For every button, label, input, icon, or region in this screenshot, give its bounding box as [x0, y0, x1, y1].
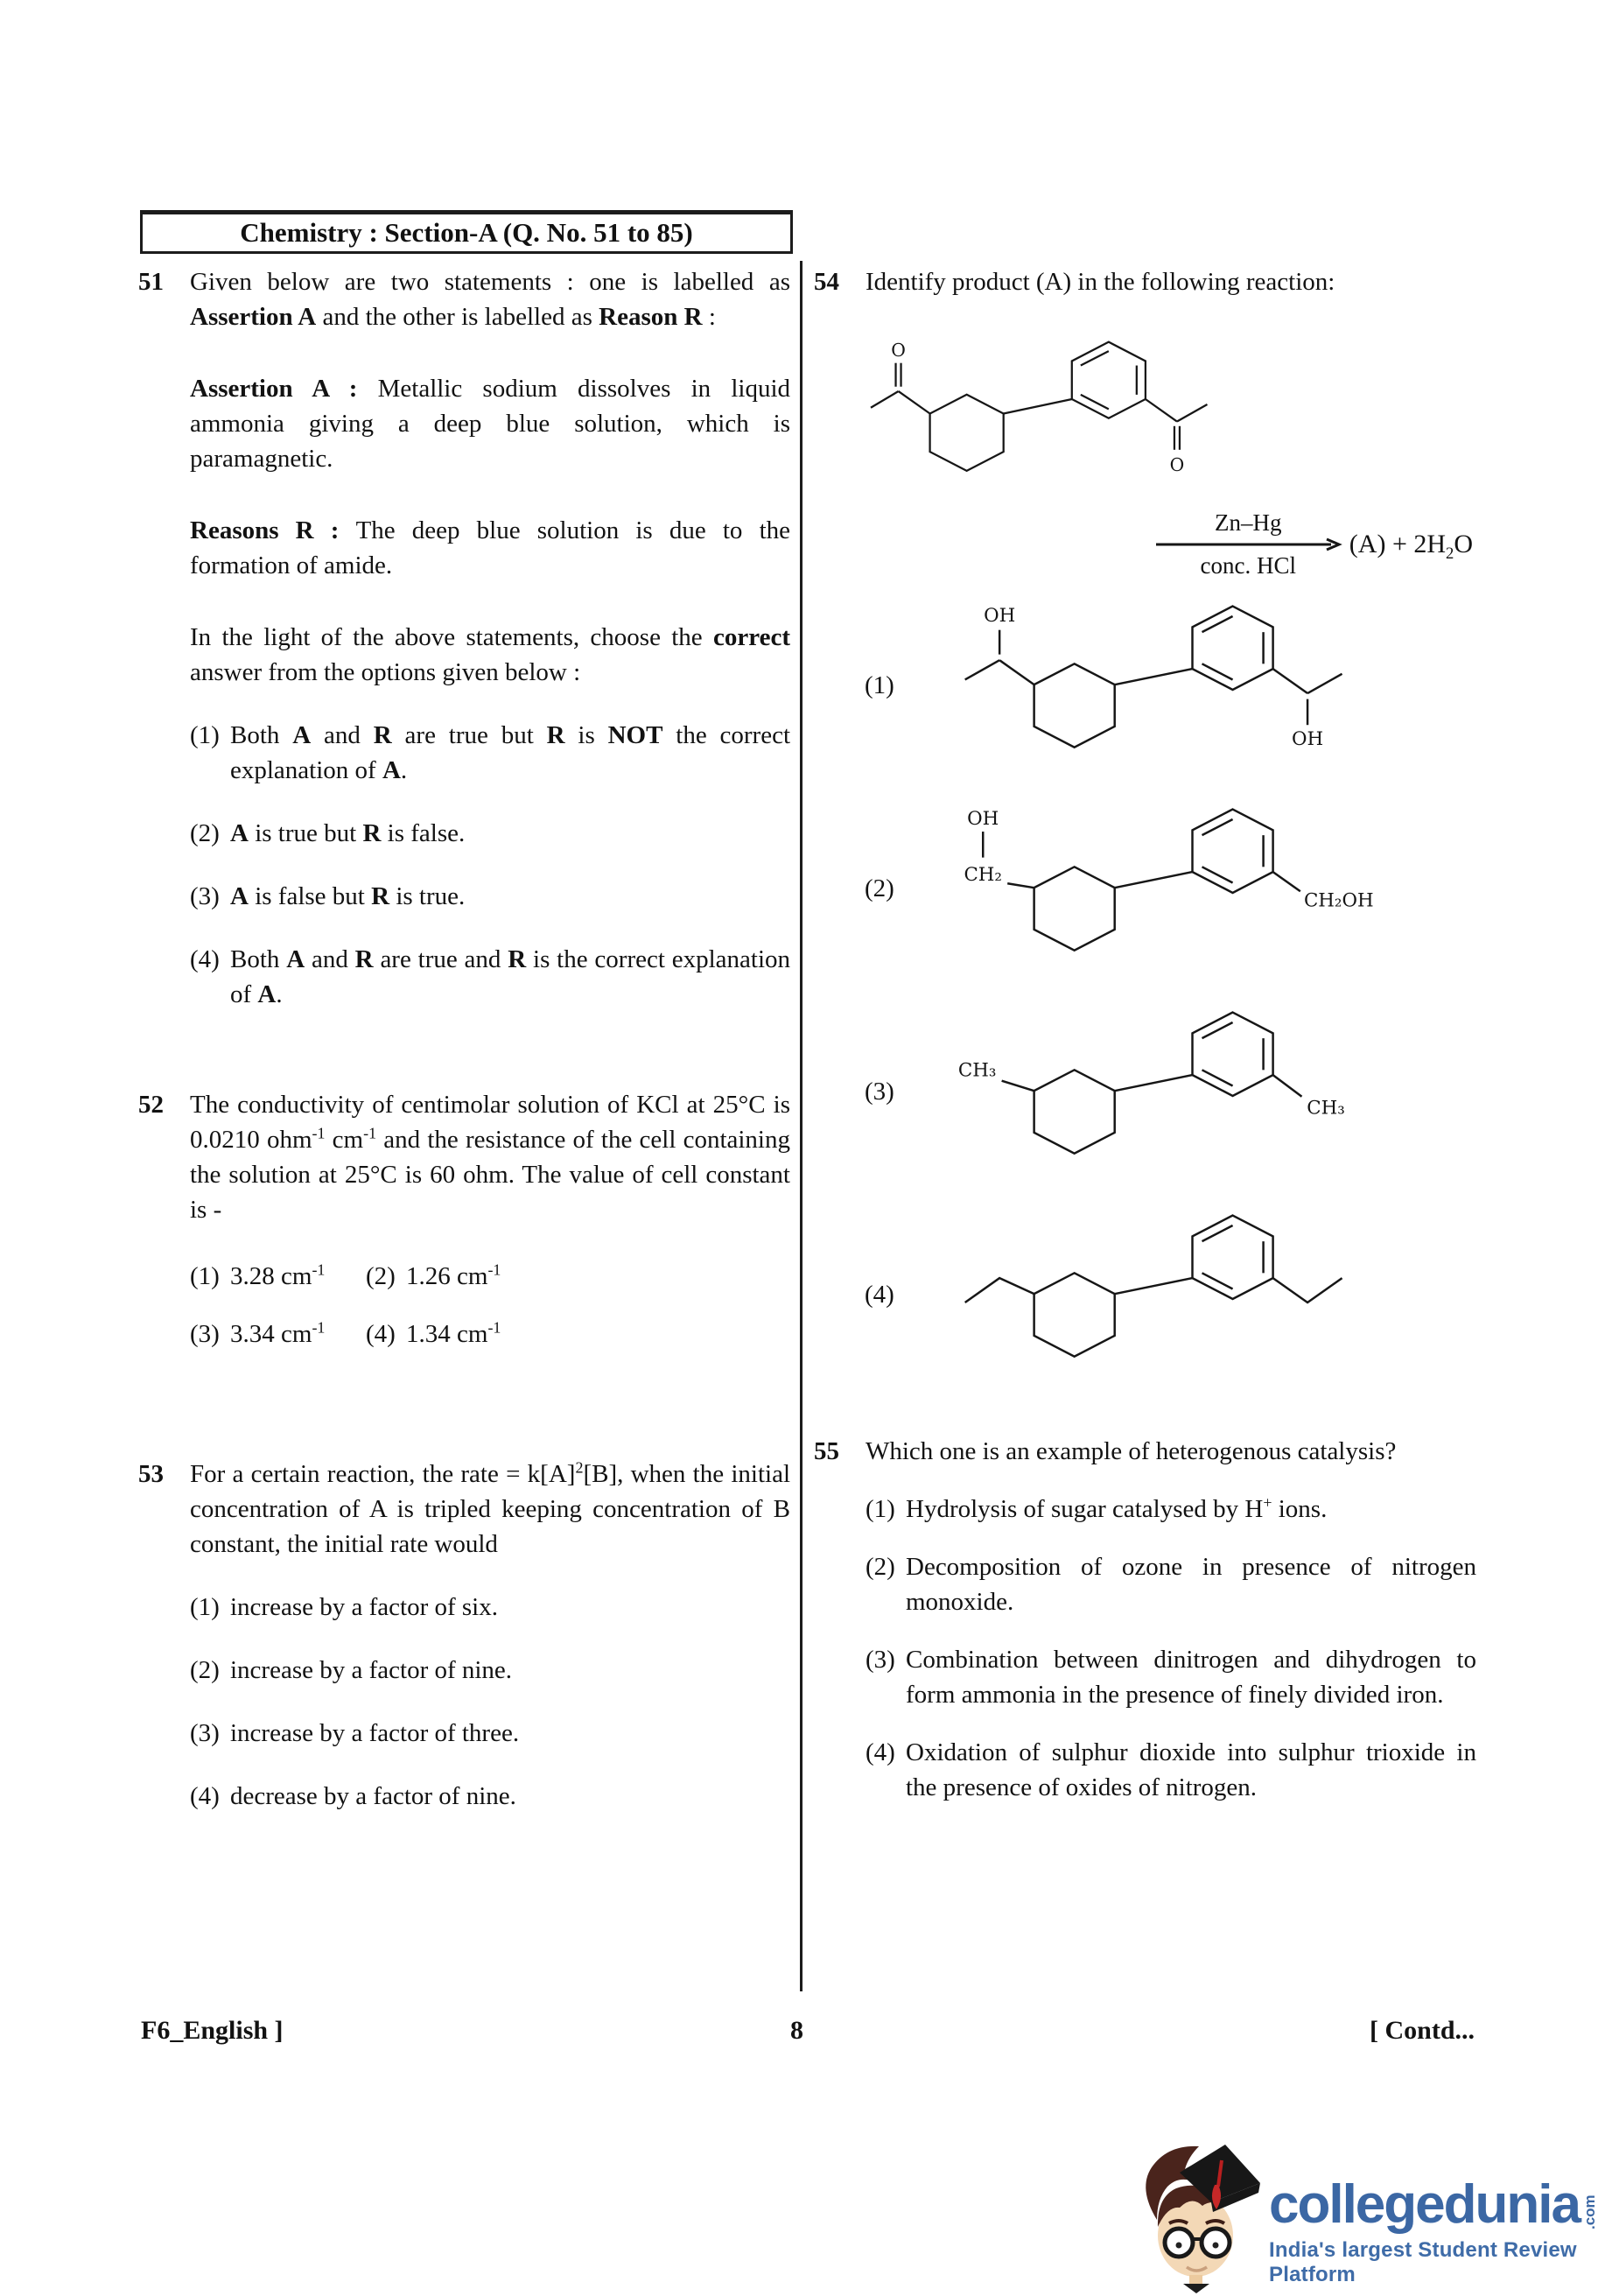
question-53-number: 53 — [138, 1460, 164, 1488]
hydroxyethyl-group-left — [965, 630, 1034, 685]
q52-option-2[interactable] — [366, 1259, 790, 1294]
question-54 — [814, 264, 1476, 299]
option-marker: (2) — [366, 1262, 396, 1290]
reagent-above-arrow: Zn–Hg — [1215, 509, 1282, 536]
footer-page-number: 8 — [790, 2016, 803, 2045]
reagent-below-arrow: conc. HCl — [1200, 552, 1297, 579]
option-marker: (4) — [865, 1281, 894, 1309]
methyl-group-left — [1002, 1081, 1034, 1092]
question-55-number: 55 — [814, 1437, 839, 1465]
question-54-number: 54 — [814, 268, 839, 296]
cyclohexane-ring — [1034, 664, 1115, 747]
q54-option-4[interactable] — [814, 1197, 1476, 1392]
option3-methyl-structure — [905, 994, 1395, 1189]
ring-link-bond — [1115, 1075, 1193, 1091]
option-text: increase by a factor of nine. — [230, 1656, 513, 1684]
question-55-body — [866, 1434, 1476, 1805]
question-55 — [814, 1434, 1476, 1805]
arrow-conditions — [1154, 509, 1342, 579]
reaction-product-text: $(A) + 2H_2O$ — [1349, 530, 1473, 563]
acetyl-group-right — [1146, 399, 1208, 450]
q54-reactant-structure — [868, 322, 1476, 487]
right-column — [814, 264, 1476, 1805]
section-header — [140, 210, 793, 254]
q55-statement: Which one is an example of heterogenous catalysis? — [866, 1437, 1397, 1465]
benzene-ring — [1193, 607, 1273, 690]
q51-reason: Reasons R : The deep blue solution is due to the formation of amide. — [190, 516, 790, 579]
q51-options — [190, 718, 790, 1012]
option-text: 1.34 $cm^{-1}$ — [406, 1318, 501, 1348]
option-marker: (3) — [865, 1078, 894, 1106]
hydroxymethyl-group-right — [1273, 872, 1300, 891]
methyl-label: CH₃ — [1307, 1097, 1345, 1120]
option-marker: (2) — [190, 819, 220, 847]
q52-statement: The conductivity of centimolar solution of KCl at 25°C is 0.0210 ohm$^{-1}$ $cm^{-1}$ and the resistance of the cell containing the solution at 25°C is 60 ohm. The value of cell constant is - — [190, 1091, 790, 1224]
q52-option-3[interactable] — [190, 1317, 366, 1352]
methylene-label: CH₂ — [964, 863, 1003, 886]
brand-domain: .com — [1580, 2194, 1598, 2230]
option-marker: (1) — [866, 1495, 895, 1523]
cyclohexane-ring — [1034, 1273, 1115, 1356]
option-text: 3.28 $cm^{-1}$ — [230, 1260, 326, 1290]
q54-statement: Identify product (A) in the following reaction: — [866, 268, 1335, 296]
cyclohexane-ring — [1034, 1070, 1115, 1153]
collar — [1183, 2284, 1209, 2293]
oxygen-label: O — [891, 340, 906, 362]
oxygen-label: O — [1169, 453, 1185, 475]
option-marker: (2) — [866, 1553, 895, 1581]
neck — [1189, 2275, 1202, 2285]
brand-tagline: India's largest Student Review Platform — [1269, 2238, 1577, 2287]
option-marker: (3) — [866, 1646, 895, 1674]
option-marker: (4) — [366, 1320, 396, 1348]
option-text: Both A and R are true but R is NOT the correct explanation of A. — [230, 721, 791, 784]
q54-option-2[interactable] — [814, 791, 1476, 986]
option4-ethyl-structure — [905, 1197, 1395, 1392]
option-marker: (2) — [865, 874, 894, 902]
hydroxyl-label: OH — [967, 807, 999, 830]
q54-option-1[interactable] — [814, 588, 1476, 783]
q53-option-3[interactable] — [190, 1716, 790, 1751]
option1-hydroxyethyl-structure — [905, 588, 1395, 783]
logo-text — [1269, 2174, 1598, 2287]
option-marker: (3) — [190, 1719, 220, 1747]
option-text: increase by a factor of three. — [230, 1719, 520, 1747]
option-text: 1.26 $cm^{-1}$ — [406, 1260, 501, 1290]
ethyl-group-right — [1273, 1278, 1342, 1302]
q54-option-3[interactable] — [814, 994, 1476, 1189]
q53-option-4[interactable] — [190, 1779, 790, 1814]
pupil-right — [1213, 2243, 1219, 2249]
option-text: 3.34 $cm^{-1}$ — [230, 1318, 326, 1348]
q51-closing: In the light of the above statements, choose the correct answer from the options given below : — [190, 623, 790, 686]
option-text: decrease by a factor of nine. — [230, 1782, 516, 1810]
option-marker: (2) — [190, 1656, 220, 1684]
left-column — [138, 264, 790, 1814]
q55-option-4[interactable] — [866, 1735, 1476, 1805]
methyl-label: CH₃ — [957, 1059, 997, 1082]
collegedunia-logo — [1131, 2134, 1597, 2293]
option-marker: (1) — [190, 1593, 220, 1621]
q52-option-4[interactable] — [366, 1317, 790, 1352]
question-52-number: 52 — [138, 1091, 164, 1119]
hydroxymethyl-label: CH₂OH — [1303, 889, 1374, 912]
ring-link-bond — [1115, 1278, 1193, 1294]
acetyl-group-left — [871, 363, 930, 414]
option-text: Hydrolysis of sugar catalysed by H+ ions. — [906, 1493, 1328, 1523]
question-52-body — [190, 1087, 790, 1352]
methyl-group-right — [1273, 1075, 1302, 1097]
benzene-ring — [1193, 810, 1273, 893]
option-text: Oxidation of sulphur dioxide into sulphur trioxide in the presence of oxides of nitrogen. — [906, 1738, 1476, 1801]
question-53-body — [190, 1457, 790, 1814]
q55-option-2[interactable] — [866, 1549, 1476, 1619]
question-52 — [138, 1087, 790, 1352]
q53-option-1[interactable] — [190, 1590, 790, 1625]
q53-options — [190, 1590, 790, 1814]
question-54-body — [866, 264, 1476, 299]
section-title: Chemistry : Section-A (Q. No. 51 to 85) — [240, 217, 693, 248]
question-51 — [138, 264, 790, 1012]
collegedunia-mascot-icon — [1131, 2134, 1262, 2293]
option-marker: (1) — [190, 721, 220, 749]
option-marker: (3) — [190, 1320, 220, 1348]
brand-name: collegedunia — [1269, 2174, 1580, 2235]
benzene-ring — [1193, 1013, 1273, 1096]
option-text: A is true but R is false. — [230, 819, 466, 847]
question-51-body — [190, 264, 790, 1012]
q53-option-2[interactable] — [190, 1653, 790, 1688]
option-text: Decomposition of ozone in presence of nitrogen monoxide. — [906, 1553, 1476, 1616]
q52-option-1[interactable] — [190, 1259, 366, 1294]
hydroxyl-label: OH — [984, 604, 1016, 627]
pupil-left — [1176, 2243, 1182, 2249]
q54-reaction-arrow — [814, 509, 1473, 579]
q55-options — [866, 1492, 1476, 1805]
q51-option-3[interactable] — [190, 879, 790, 914]
q51-option-2[interactable] — [190, 816, 790, 851]
ring-link-bond — [1115, 872, 1193, 888]
ethyl-group-left — [965, 1278, 1034, 1302]
option-text: Combination between dinitrogen and dihydrogen to form ammonia in the presence of finely divided iron. — [906, 1646, 1476, 1709]
option-marker: (4) — [866, 1738, 895, 1766]
right-arrow-icon — [1154, 537, 1342, 552]
option2-hydroxymethyl-structure — [905, 791, 1395, 986]
option-marker: (1) — [865, 671, 894, 699]
footer-paper-code: F6_English ] — [141, 2016, 284, 2045]
question-51-number: 51 — [138, 268, 164, 296]
option-text: A is false but R is true. — [230, 882, 466, 910]
question-53 — [138, 1457, 790, 1814]
hydroxyethyl-group-right — [1273, 669, 1342, 725]
q51-intro: Given below are two statements : one is labelled as Assertion A and the other is labelled as Reason R : — [190, 268, 790, 331]
option-marker: (4) — [190, 1782, 220, 1810]
option-marker: (4) — [190, 945, 220, 973]
q55-option-1[interactable] — [866, 1492, 1476, 1527]
option-marker: (1) — [190, 1262, 220, 1290]
q51-option-4[interactable] — [190, 942, 790, 1012]
ring-link-bond — [1004, 399, 1072, 414]
option-text: increase by a factor of six. — [230, 1593, 498, 1621]
hydroxyl-label: OH — [1291, 728, 1324, 751]
option-marker: (3) — [190, 882, 220, 910]
benzene-ring — [1193, 1216, 1273, 1299]
benzene-ring — [1072, 342, 1146, 418]
cyclohexane-ring — [930, 395, 1004, 471]
q55-option-3[interactable] — [866, 1642, 1476, 1712]
ring-link-bond — [1115, 669, 1193, 685]
option-text: Both A and R are true and R is the correct explanation of A. — [230, 945, 791, 1008]
q51-assertion: Assertion A : Metallic sodium dissolves in liquid ammonia giving a deep blue solution, which is paramagnetic. — [190, 375, 791, 473]
footer-contd: [ Contd... — [1369, 2016, 1475, 2045]
diacetyl-phenyl-cyclohexane-structure — [868, 322, 1216, 487]
q53-statement: For a certain reaction, the rate = $k[A]^2[B]$, when the initial concentration of A is tripled keeping concentration of B constant, the initial rate would — [190, 1458, 790, 1558]
q52-options — [190, 1259, 790, 1352]
q51-option-1[interactable] — [190, 718, 790, 788]
cyclohexane-ring — [1034, 867, 1115, 950]
column-divider — [800, 261, 803, 1991]
